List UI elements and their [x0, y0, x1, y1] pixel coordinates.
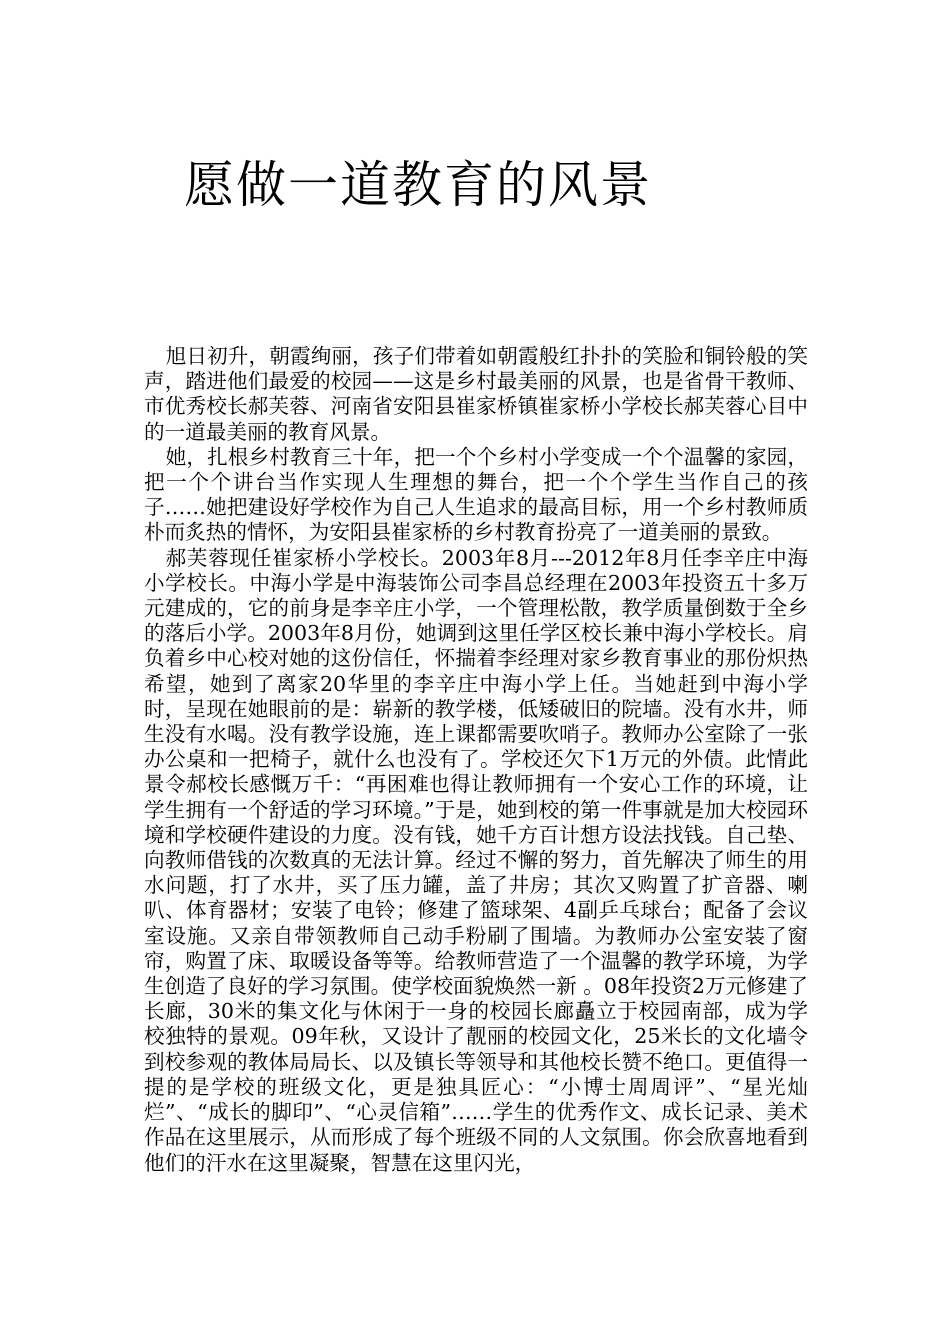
paragraph-3: 郝芙蓉现任崔家桥小学校长。2003年8月---2012年8月任李辛庄中海小学校长。中海小学是中海装饰公司李昌总经理在2003年投资五十多万元建成的，它的前身是李辛庄小学，一个管理松散，教学质量倒数于全乡的落后小学。2003年8月份，她调到这里任学区校长兼中海小学校长。肩负着乡中心校对她的这份信任，怀揣着李经理对家乡教育事业的那份炽热希望，她到了离家20华里的李辛庄中海小学上任。当她赶到中海小学时，呈现在她眼前的是：崭新的教学楼，低矮破旧的院墙。没有水井，师生没有水喝。没有教学设施，连上课都需要吹哨子。教师办公室除了一张办公桌和一把椅子，就什么也没有了。学校还欠下1万元的外债。此情此景令郝校长感慨万千：“再困难也得让教师拥有一个安心工作的环境，让学生拥有一个舒适的学习环境。”于是，她到校的第一件事就是加大校园环境和学校硬件建设的力度。没有钱，她千方百计想方设法找钱。自己垫、向教师借钱的次数真的无法计算。经过不懈的努力，首先解决了师生的用水问题，打了水井，买了压力罐，盖了井房；其次又购置了扩音器、喇叭、体育器材；安装了电铃；修建了篮球架、4副乒乓球台；配备了会议室设施。又亲自带领教师自己动手粉刷了围墙。为教师办公室安装了窗帘，购置了床、取暖设备等等。给教师营造了一个温馨的教学环境，为学生创造了良好的学习氛围。使学校面貌焕然一新 。08年投资2万元修建了长廊，30米的集文化与休闲于一身的校园长廊矗立于校园南部，成为学校独特的景观。09年秋，又设计了靓丽的校园文化，25米长的文化墙令到校参观的教体局局长、以及镇长等领导和其他校长赞不绝口。更值得一提的是学校的班级文化，更是独具匠心：“小博士周周评”、“星光灿烂”、“成长的脚印”、“心灵信箱”……学生的优秀作文、成长记录、美术作品在这里展示，从而形成了每个班级不同的人文氛围。你会欣喜地看到他们的汗水在这里凝聚，智慧在这里闪光，: [144, 545, 808, 1175]
paragraph-1: 旭日初升，朝霞绚丽，孩子们带着如朝霞般红扑扑的笑脸和铜铃般的笑声，踏进他们最爱的校园——这是乡村最美丽的风景，也是省骨干教师、市优秀校长郝芙蓉、河南省安阳县崔家桥镇崔家桥小学校长郝芙蓉心目中的一道最美丽的教育风景。: [144, 344, 808, 444]
paragraph-2: 她，扎根乡村教育三十年，把一个个乡村小学变成一个个温馨的家园，把一个个讲台当作实现人生理想的舞台，把一个个学生当作自己的孩子……她把建设好学校作为自己人生追求的最高目标，用一个乡村教师质朴而炙热的情怀，为安阳县崔家桥的乡村教育扮亮了一道美丽的景致。: [144, 444, 808, 545]
document-title: 愿做一道教育的风景: [184, 156, 652, 214]
document-body: [144, 344, 808, 1176]
